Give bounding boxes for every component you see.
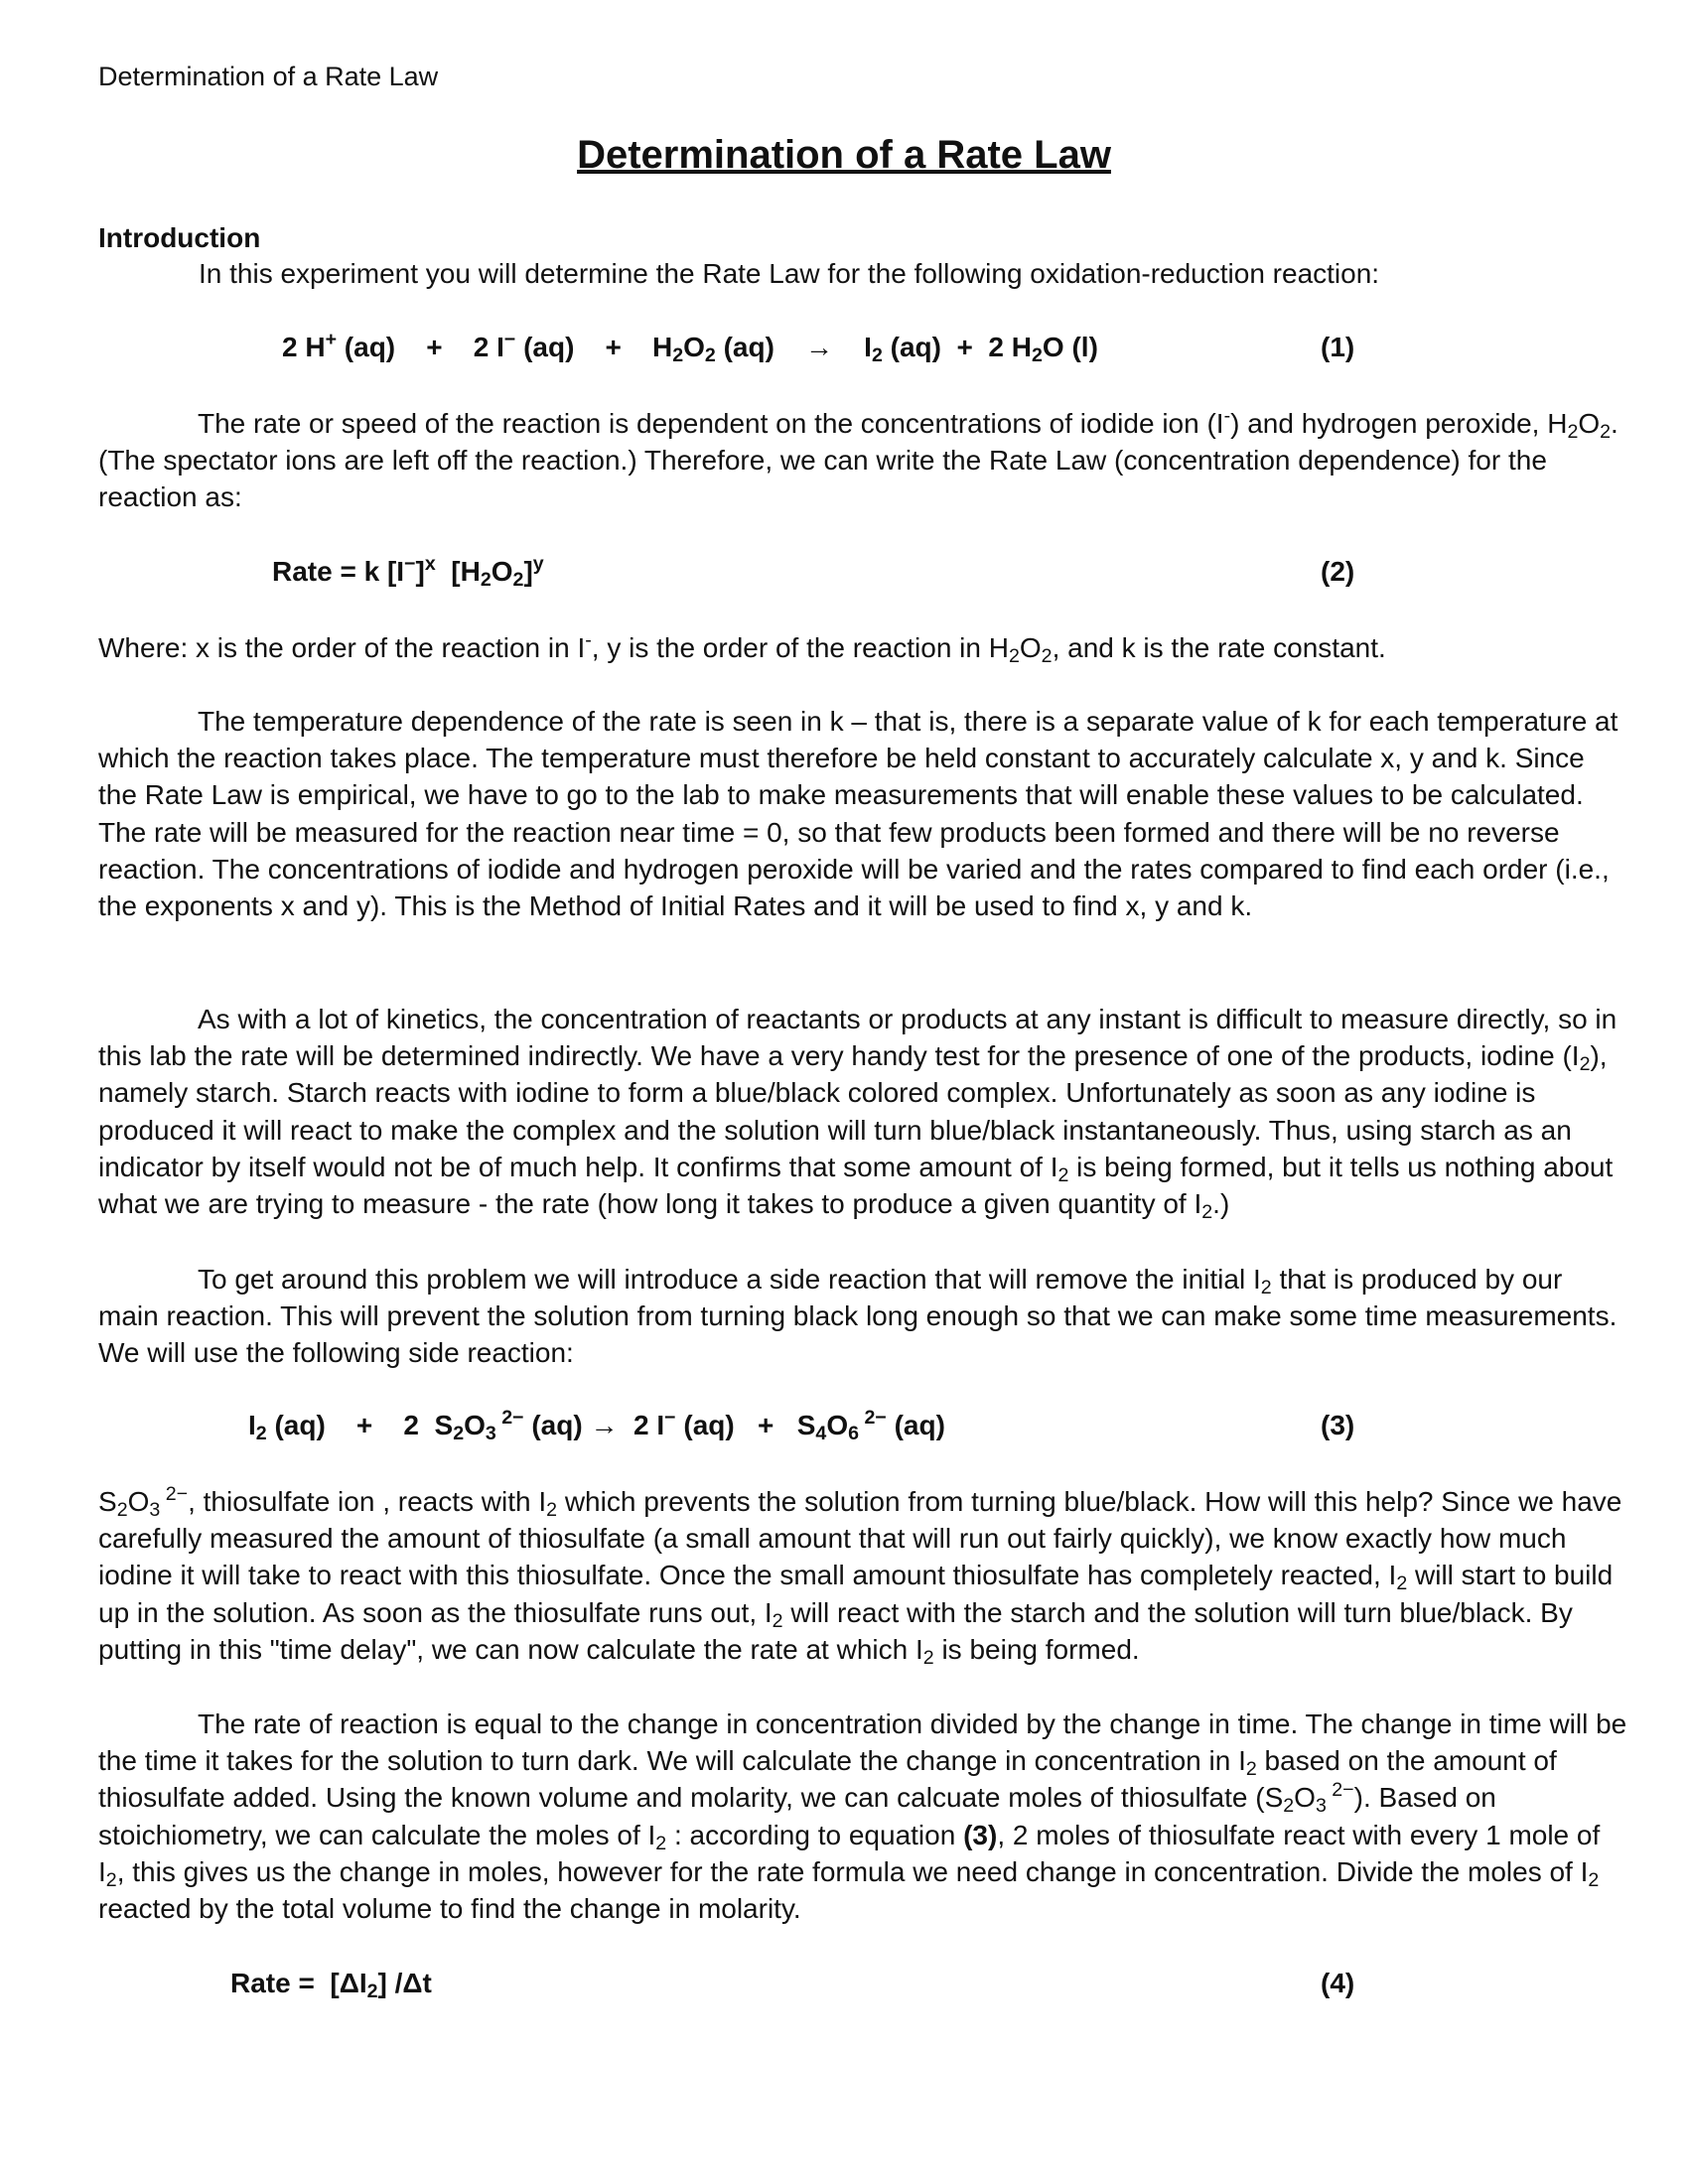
paragraph-side-reaction: To get around this problem we will introduce a side reaction that will remove the initial $I_2$ that is produced by our main reaction. This will prevent the solution from turning black long enough so that we can make some time measurements. We will use the following side reaction: [98, 1264, 1618, 1369]
document-title: Determination of a Rate Law [577, 133, 1111, 177]
equation-3-number: (3) [1321, 1410, 1355, 1440]
paragraph-rate-calculation: The rate of reaction is equal to the change in concentration divided by the change in time. The change in time will be the time it takes for the solution to turn dark. We will calculate the change in concentration in $I_2$ based on the amount of thiosulfate added. Using the known volume and molarity, we can calcuate moles of thiosulfate ($S_2O_3$ $^{2-}$). Based on stoichiometry, we can calculate the moles of $I_2$ : according to equation (3), 2 moles of thiosulfate react with every 1 mole of $I_2$, this gives us the change in moles, however for the rate formula we need change in concentration. Divide the moles of $I_2$ reacted by the total volume to find the change in molarity. [98, 1708, 1627, 1925]
equation-2-number: (2) [1321, 556, 1355, 587]
equation-4: Rate = $[\Delta I_2]$ /Δt [230, 1968, 432, 2002]
equation-4-number: (4) [1321, 1968, 1355, 1998]
paragraph-starch-indicator: As with a lot of kinetics, the concentration of reactants or products at any instant is difficult to measure directly, so in this lab the rate will be determined indirectly. We have a very handy test for the presence of one of the products, iodine $(I_2)$, namely starch. Starch reacts with iodine to form a blue/black colored complex. Unfortunately as soon as any iodine is produced it will react to make the complex and the solution will turn blue/black instantaneously. Thus, using starch as an indicator by itself would not be of much help. It confirms that some amount of $I_2$ is being formed, but it tells us nothing about what we are trying to measure - the rate (how long it takes to produce a given quantity of $I_2$.) [98, 1004, 1618, 1223]
paragraph-where-definitions: Where: x is the order of the reaction in I-, y is the order of the reaction in $H_2O_2$, and k is the rate constant. [98, 629, 1386, 667]
paragraph-rate-dependence: The rate or speed of the reaction is dependent on the concentrations of iodide ion (I-) and hydrogen peroxide, $H_2O_2$. (The spectator ions are left off the reaction.) Therefore, we can write the Rate Law (concentration dependence) for the reaction as: [98, 405, 1618, 513]
paragraph-thiosulfate: $S_2O_3$ $^{2-}$, thiosulfate ion , reacts with $I_2$ which prevents the solution from turning blue/black. How will this help? Since we have carefully measured the amount of thiosulfate (a small amount that will run out fairly quickly), we know exactly how much iodine it will take to react with this thiosulfate. Once the small amount thiosulfate has completely reacted, $I_2$ will start to build up in the solution. As soon as the thiosulfate runs out, $I_2$ will react with the starch and the solution will turn blue/black. By putting in this "time delay", we can now calculate the rate at which $I_2$ is being formed. [98, 1483, 1622, 1669]
section-heading-introduction: Introduction [98, 222, 261, 253]
equation-1-number: (1) [1321, 332, 1355, 362]
paragraph-temperature-dependence: The temperature dependence of the rate is seen in k – that is, there is a separate value of k for each temperature at which the reaction takes place. The temperature must therefore be held constant to accurately calculate x, y and k. Since the Rate Law is empirical, we have to go to the lab to make measurements that will enable these values to be calculated. The rate will be measured for the reaction near time = 0, so that few products been formed and there will be no reverse reaction. The concentrations of iodide and hydrogen peroxide will be varied and the rates compared to find each order (i.e., the exponents x and y). This is the Method of Initial Rates and it will be used to find x, y and k. [98, 706, 1618, 922]
equation-1: 2 H+ (aq) + 2 I− (aq) + $H_2O_2$ (aq) → $I_2$ (aq) + 2 $H_2O$ (l) [282, 329, 1098, 366]
running-header: Determination of a Rate Law [98, 62, 439, 91]
equation-2: Rate = k $[I^-]^x$ $[H_2O_2]^y$ [272, 553, 544, 591]
equation-3: $I_2$ (aq) + 2 $S_2O_3$ $^{2-}$ (aq) → 2 I− $(aq) + S_4O_6$ $^{2-}$ (aq) [248, 1407, 945, 1444]
intro-lead-text: In this experiment you will determine the Rate Law for the following oxidation-reduction reaction: [199, 258, 1380, 289]
